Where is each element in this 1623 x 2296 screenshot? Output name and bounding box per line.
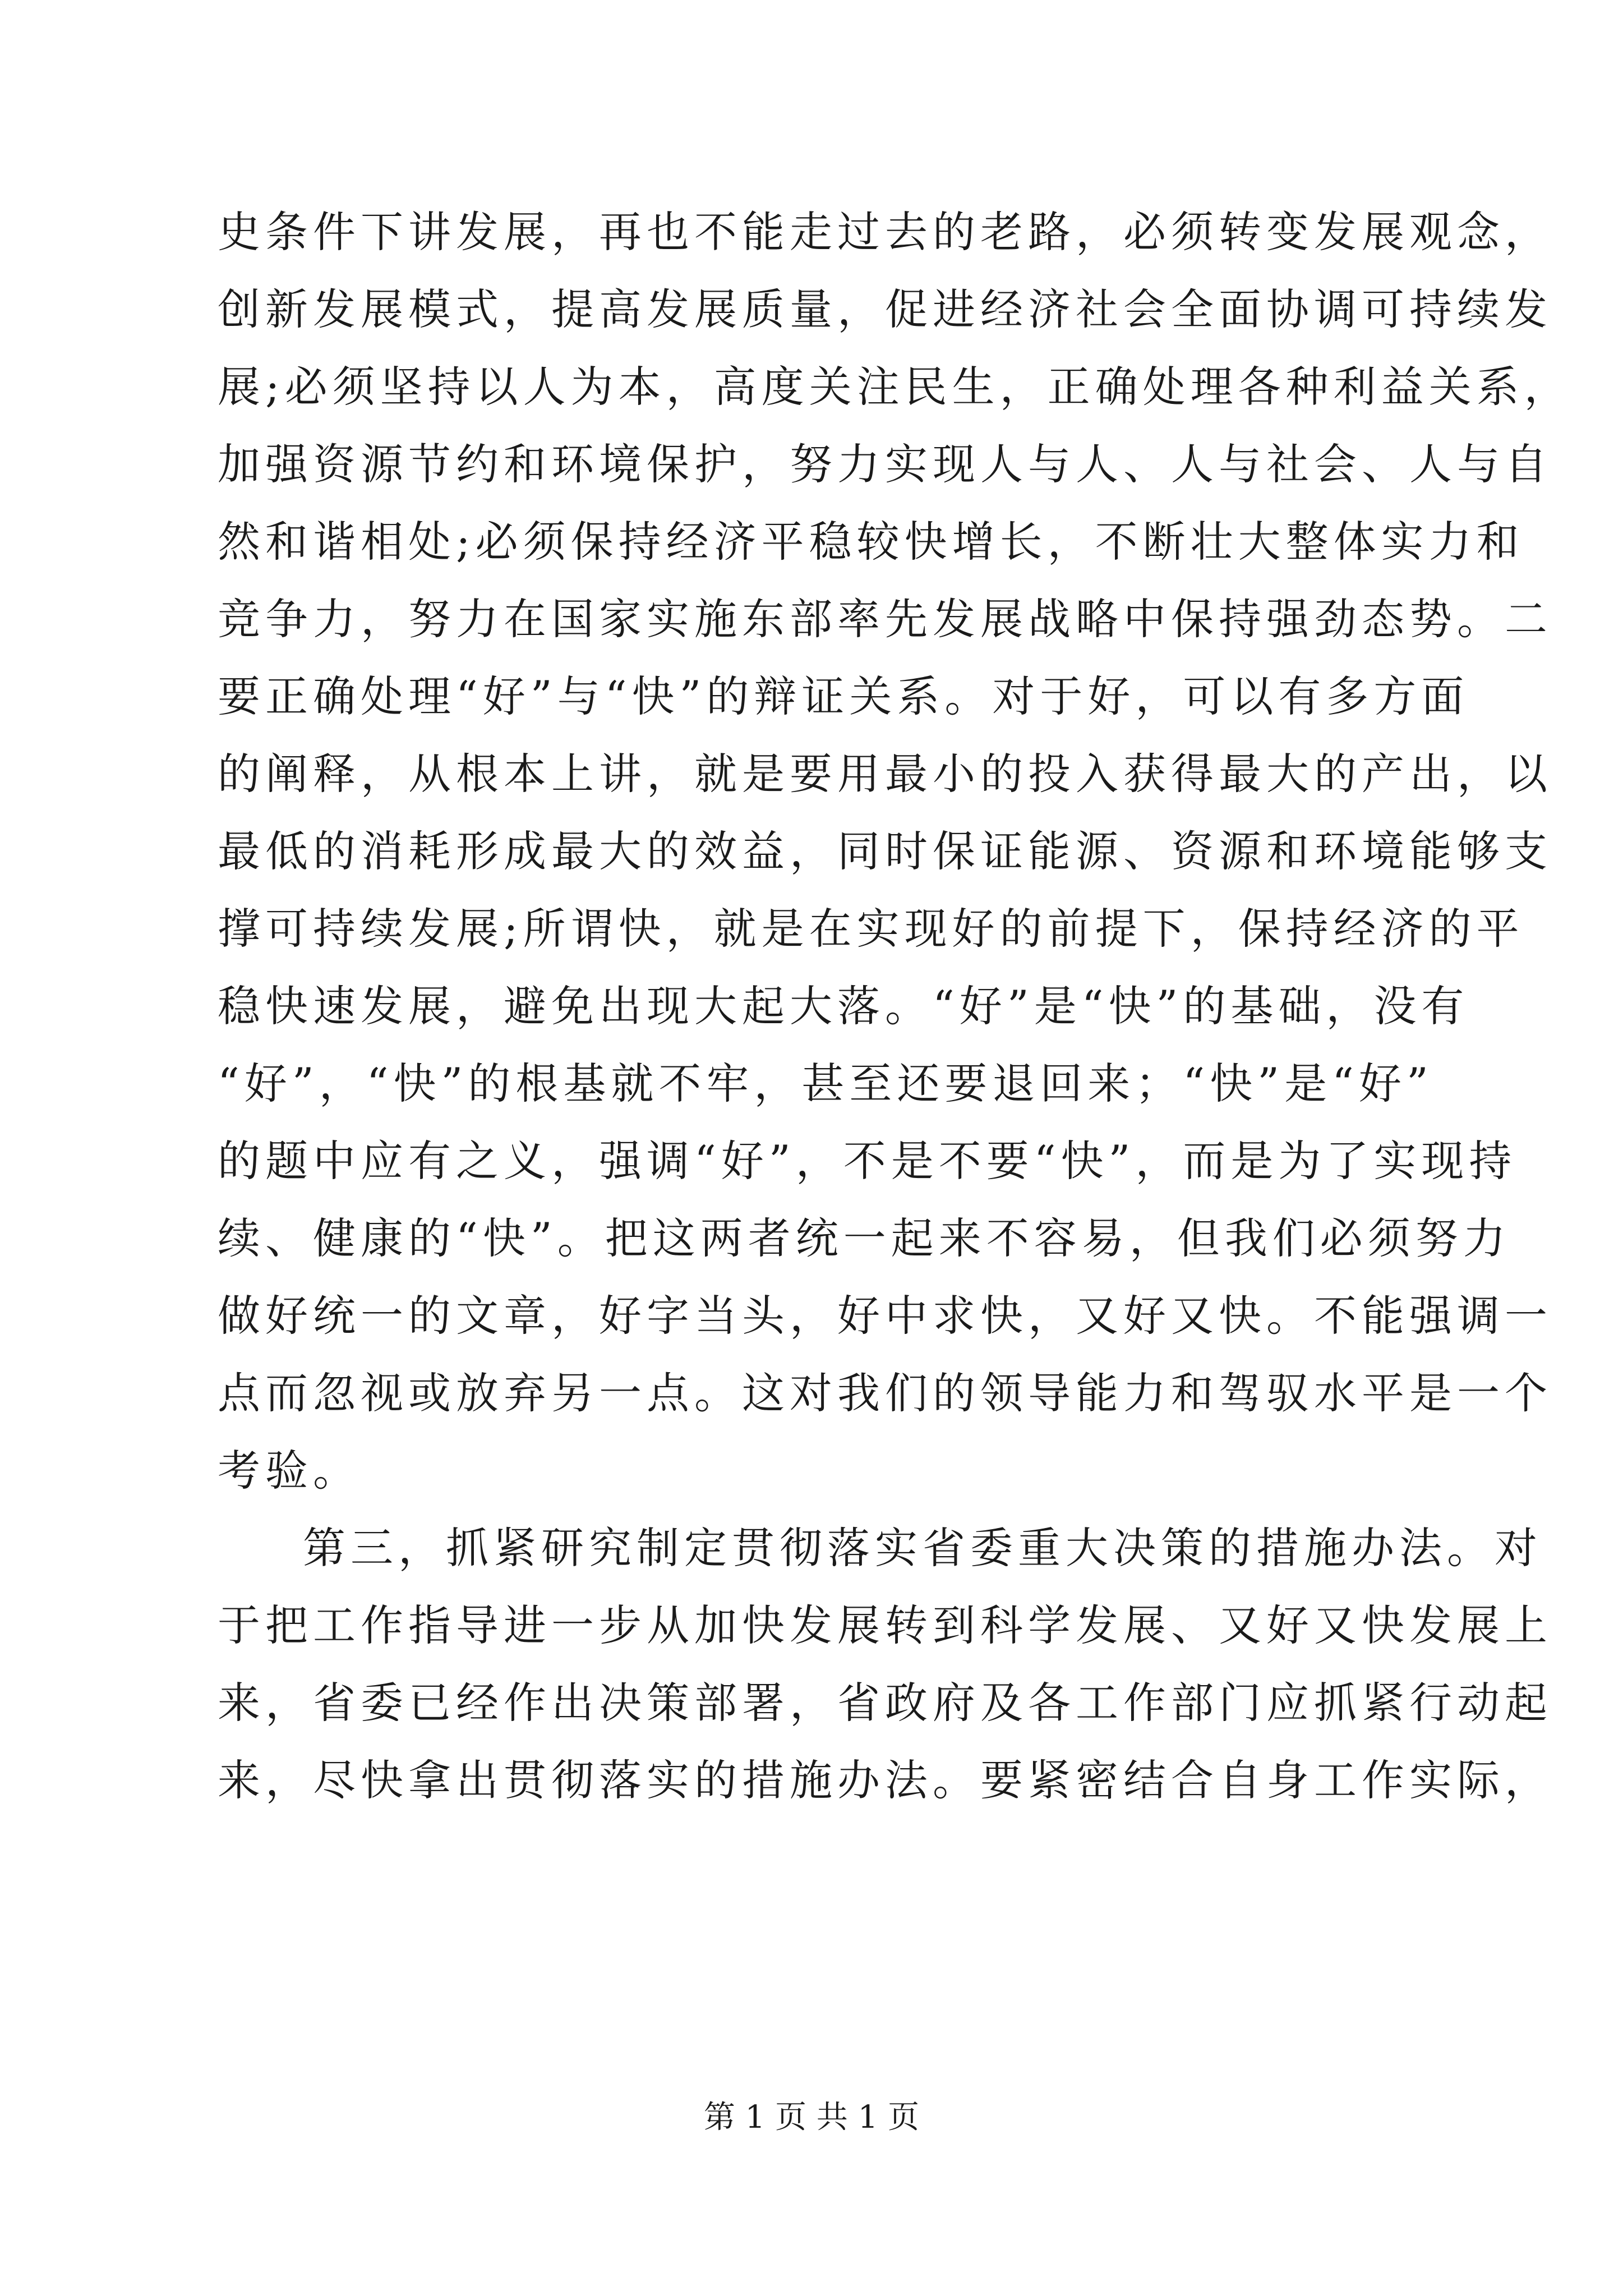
text-line: 点而忽视或放弃另一点。这对我们的领导能力和驾驭水平是一个 [218,1368,1552,1418]
text-line: 来，尽快拿出贯彻落实的措施办法。要紧密结合自身工作实际， [218,1755,1552,1805]
text-line: 来，省委已经作出决策部署，省政府及各工作部门应抓紧行动起 [218,1678,1552,1728]
text-line: 于把工作指导进一步从加快发展转到科学发展、又好又快发展上 [218,1600,1552,1650]
text-line: 竞争力，努力在国家实施东部率先发展战略中保持强劲态势。二 [218,594,1552,644]
text-line: 然和谐相处;必须保持经济平稳较快增长，不断壮大整体实力和 [218,517,1524,567]
text-line: “好”，“快”的根基就不牢，甚至还要退回来；“快”是“好” [218,1059,1433,1108]
text-line: 考验。 [218,1446,361,1496]
text-line: 稳快速发展，避免出现大起大落。“好”是“快”的基础，没有 [218,981,1469,1031]
text-line: 做好统一的文章，好字当头，好中求快，又好又快。不能强调一 [218,1291,1552,1341]
text-line: 展;必须坚持以人为本，高度关注民生，正确处理各种利益关系， [218,362,1572,412]
text-line: 续、健康的“快”。把这两者统一起来不容易，但我们必须努力 [218,1213,1511,1263]
text-line: 创新发展模式，提高发展质量，促进经济社会全面协调可持续发 [218,284,1552,334]
body-text [218,194,1572,1819]
text-line: 加强资源节约和环境保护，努力实现人与人、人与社会、人与自 [218,439,1552,489]
page-footer: 第 1 页 共 1 页 [703,2099,920,2136]
text-line: 的阐释，从根本上讲，就是要用最小的投入获得最大的产出，以 [218,749,1552,799]
paragraph-start-line: 第三，抓紧研究制定贯彻落实省委重大决策的措施办法。对 [303,1523,1542,1573]
text-line: 的题中应有之义，强调“好”，不是不要“快”，而是为了实现持 [218,1136,1517,1186]
text-line: 要正确处理“好”与“快”的辩证关系。对于好，可以有多方面 [218,671,1469,721]
text-line: 最低的消耗形成最大的效益，同时保证能源、资源和环境能够支 [218,826,1552,876]
text-line: 史条件下讲发展，再也不能走过去的老路，必须转变发展观念， [218,207,1552,257]
text-line: 撑可持续发展;所谓快，就是在实现好的前提下，保持经济的平 [218,904,1524,954]
